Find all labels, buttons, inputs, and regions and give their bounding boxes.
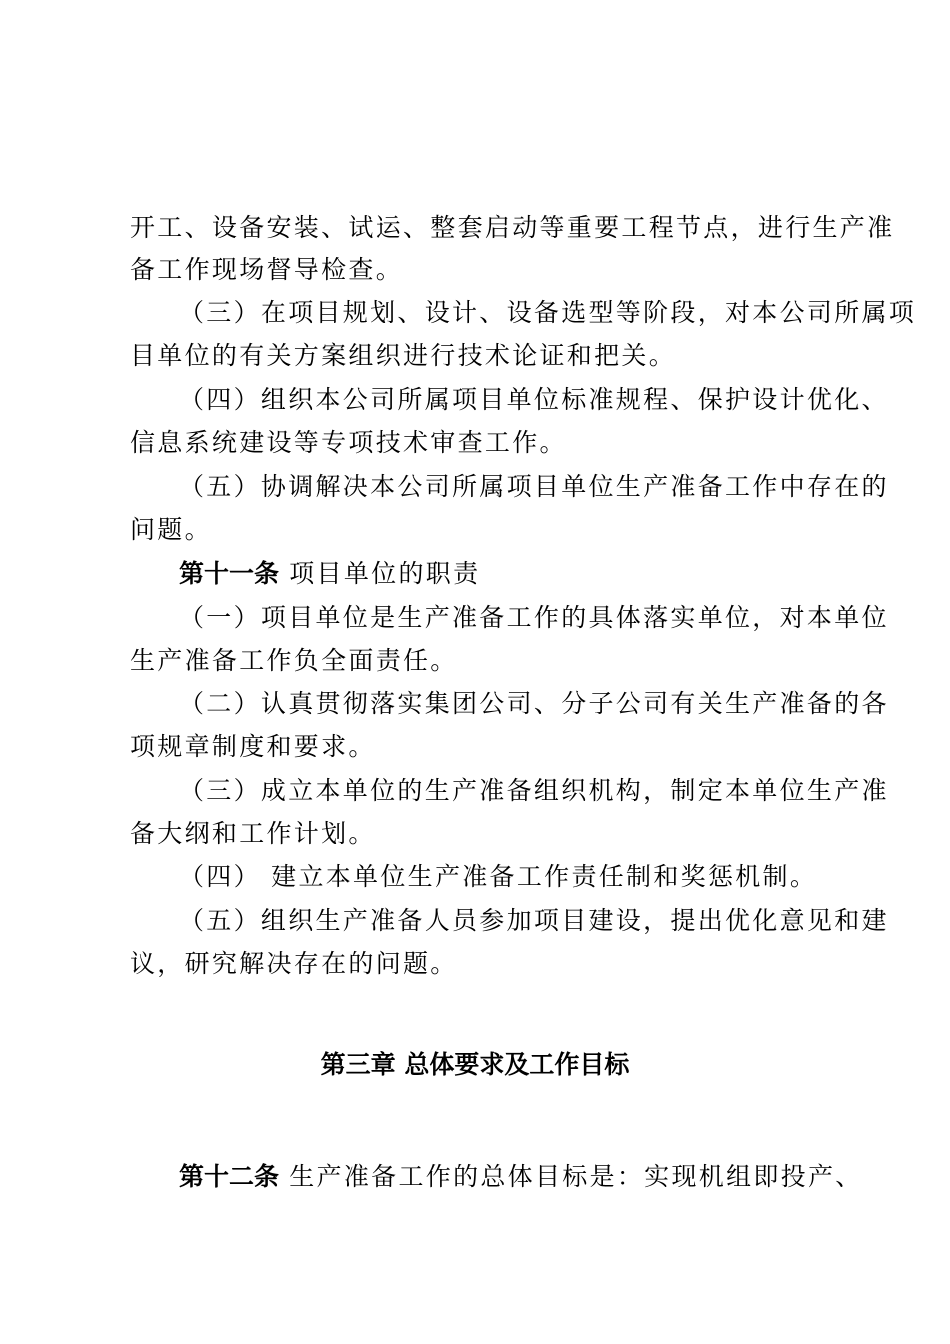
paragraph-line: （五）协调解决本公司所属项目单位生产准备工作中存在的 xyxy=(179,472,889,501)
paragraph-line: 备工作现场督导检查。 xyxy=(130,255,404,284)
paragraph-line: 问题。 xyxy=(130,515,212,544)
paragraph-line: （一）项目单位是生产准备工作的具体落实单位，对本单位 xyxy=(179,603,889,632)
paragraph-line: （三）成立本单位的生产准备组织机构，制定本单位生产准 xyxy=(179,776,889,805)
paragraph-line: 信息系统建设等专项技术审查工作。 xyxy=(130,428,567,457)
paragraph-line: （四）组织本公司所属项目单位标准规程、保护设计优化、 xyxy=(179,385,889,414)
article-heading xyxy=(179,1162,863,1192)
paragraph-line: 项规章制度和要求。 xyxy=(130,732,376,761)
article-title: 项目单位的职责 xyxy=(279,559,481,588)
article-text: 生产准备工作的总体目标是：实现机组即投产、 xyxy=(279,1162,863,1191)
chapter-heading: 第三章 总体要求及工作目标 xyxy=(320,1050,630,1079)
article-heading xyxy=(179,559,480,589)
article-label: 第十二条 xyxy=(179,1162,280,1191)
paragraph-line: 议，研究解决存在的问题。 xyxy=(130,949,458,978)
paragraph-line: （五）组织生产准备人员参加项目建设，提出优化意见和建 xyxy=(179,906,889,935)
paragraph-line: （二）认真贯彻落实集团公司、分子公司有关生产准备的各 xyxy=(179,689,889,718)
paragraph-line: 备大纲和工作计划。 xyxy=(130,819,376,848)
paragraph-line: 生产准备工作负全面责任。 xyxy=(130,646,458,675)
paragraph-line: （三）在项目规划、设计、设备选型等阶段，对本公司所属项 xyxy=(179,298,917,327)
paragraph-line: 开工、设备安装、试运、整套启动等重要工程节点，进行生产准 xyxy=(130,213,895,242)
paragraph-line: 目单位的有关方案组织进行技术论证和把关。 xyxy=(130,341,677,370)
article-label: 第十一条 xyxy=(179,559,280,588)
paragraph-line: （四） 建立本单位生产准备工作责任制和奖惩机制。 xyxy=(179,862,818,891)
